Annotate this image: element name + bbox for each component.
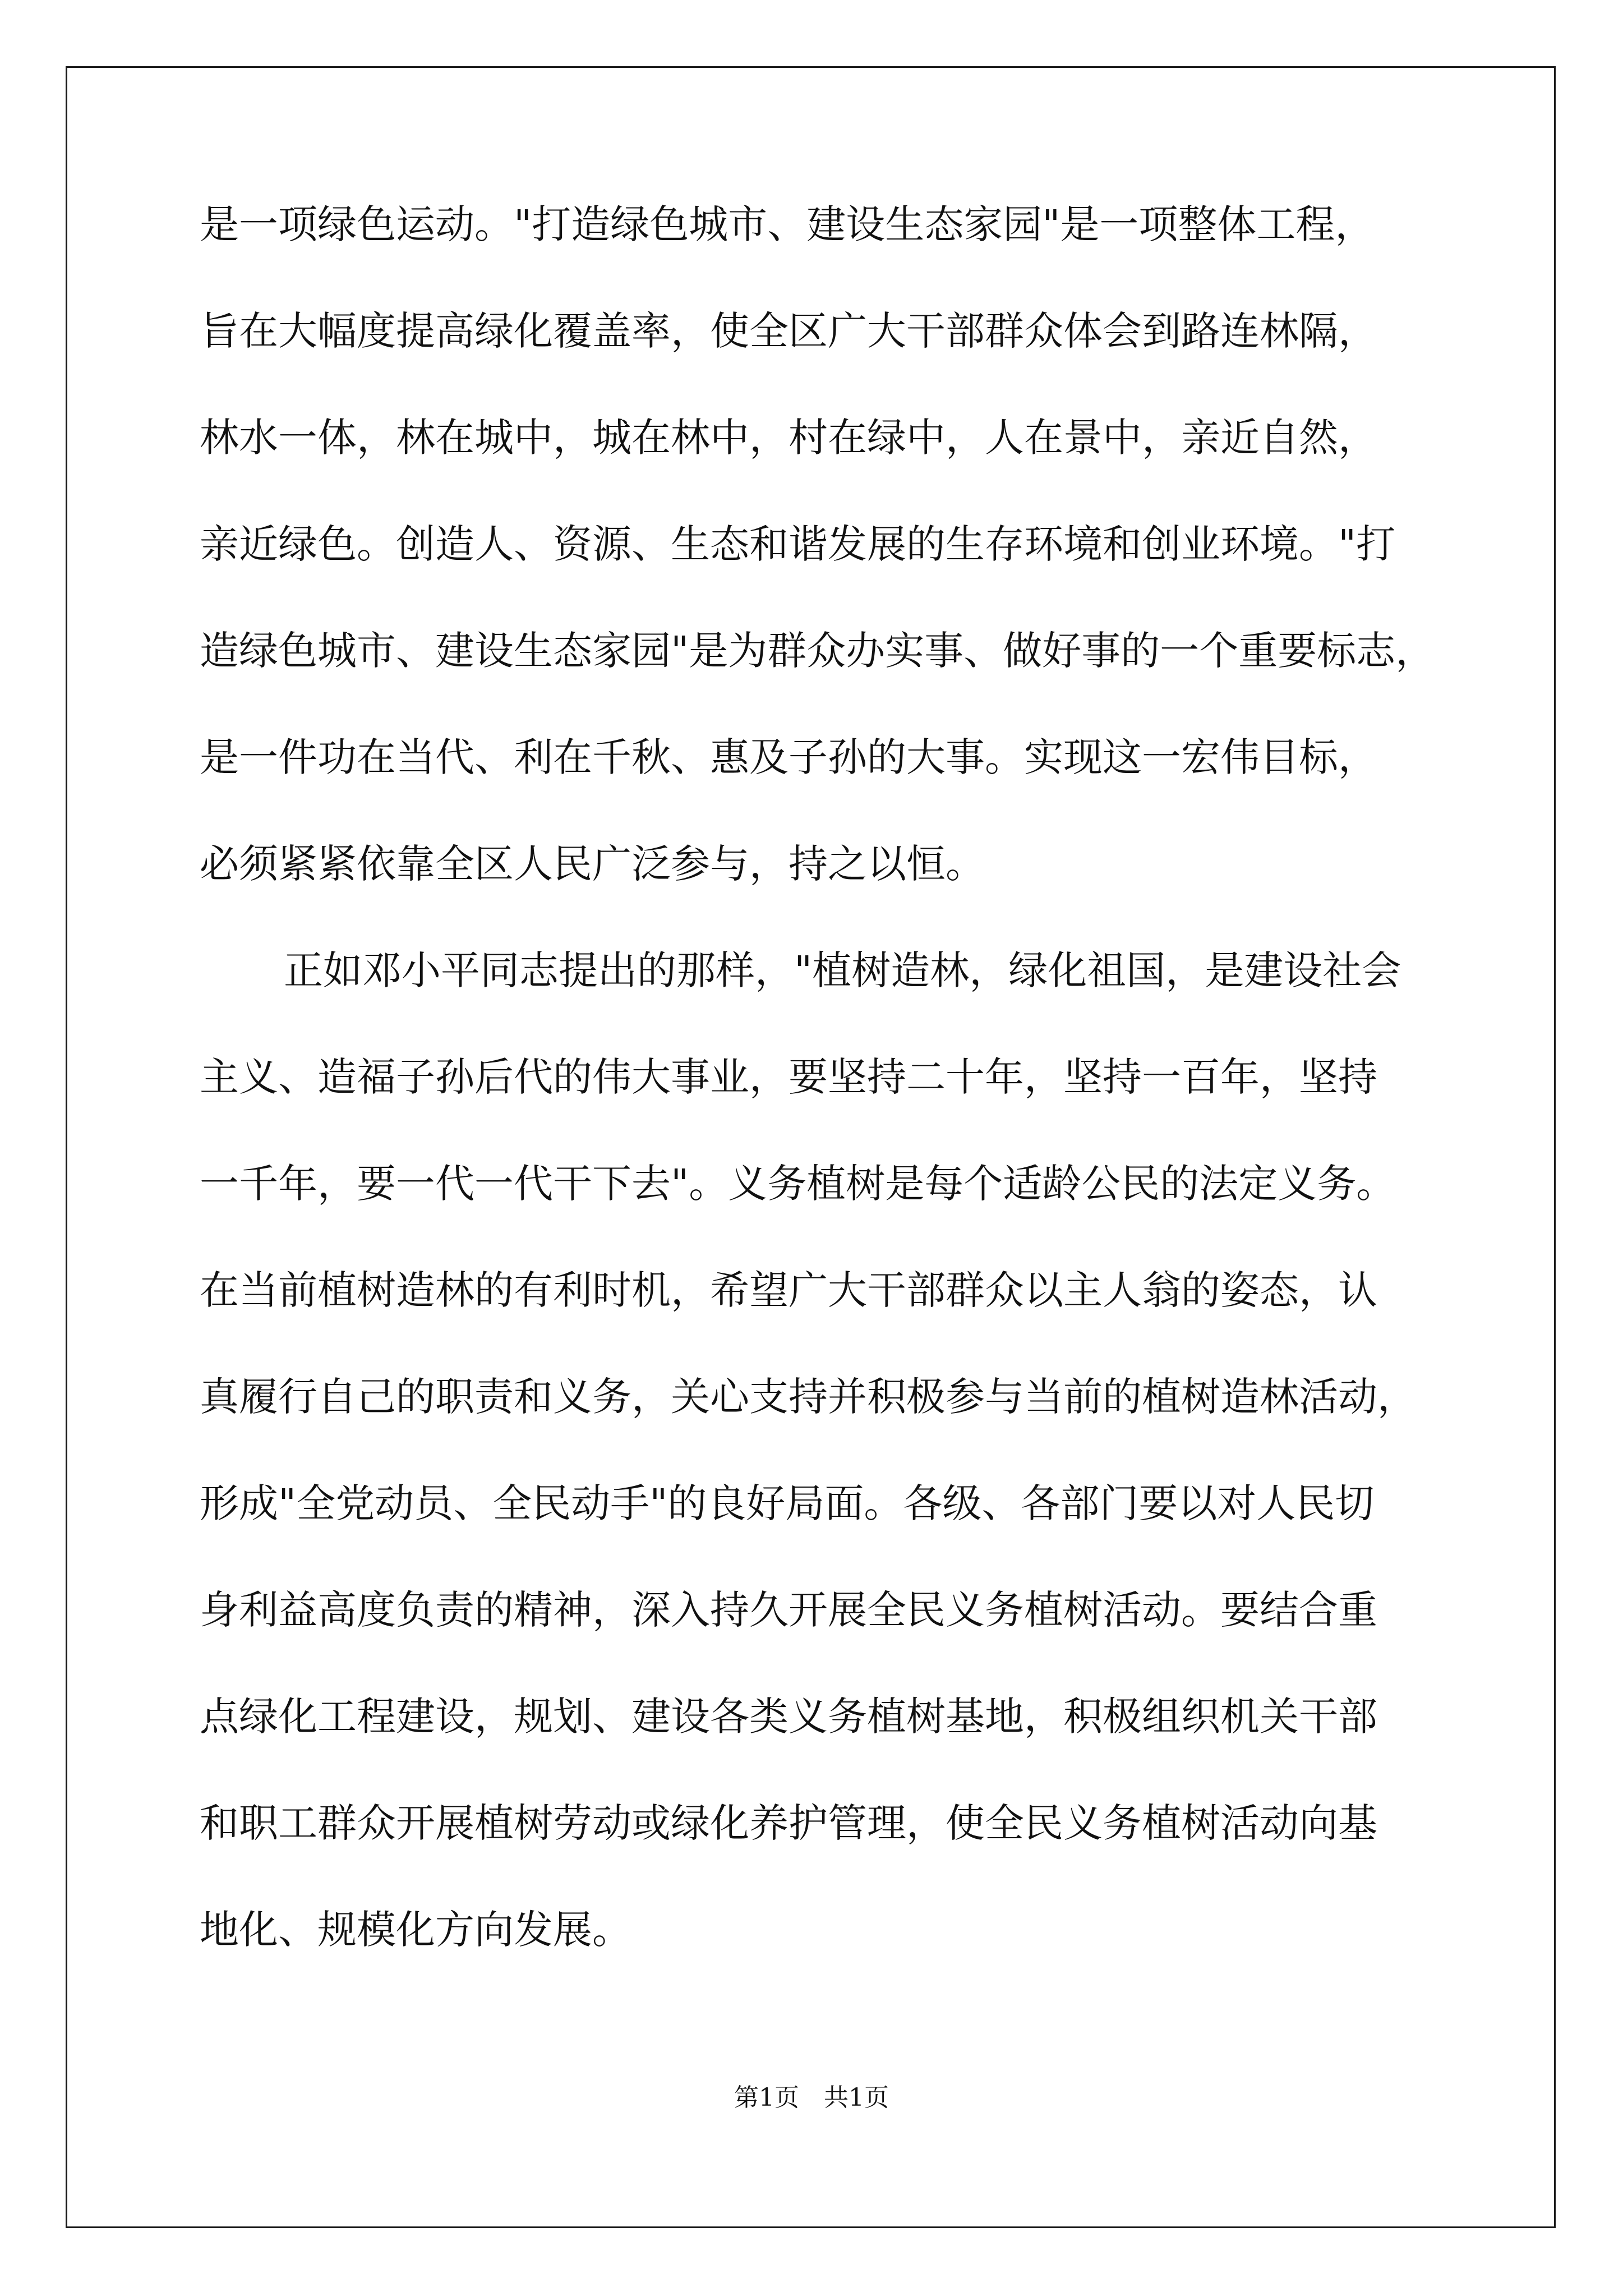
text-line: 必须紧紧依靠全区人民广泛参与，持之以恒。 bbox=[200, 841, 985, 887]
text-line: 在当前植树造林的有利时机，希望广大干部群众以主人翁的姿态，认 bbox=[200, 1267, 1377, 1313]
text-line: 点绿化工程建设，规划、建设各类义务植树基地，积极组织机关干部 bbox=[200, 1694, 1377, 1740]
text-line: 是一项绿色运动。"打造绿色城市、建设生态家园"是一项整体工程， bbox=[200, 201, 1375, 247]
text-line: 真履行自己的职责和义务，关心支持并积极参与当前的植树造林活动， bbox=[200, 1374, 1417, 1420]
text-line: 林水一体，林在城中，城在林中，村在绿中，人在景中，亲近自然， bbox=[200, 415, 1377, 461]
text-line: 亲近绿色。创造人、资源、生态和谐发展的生存环境和创业环境。"打 bbox=[200, 521, 1396, 567]
page-number: 第1页 共1页 bbox=[734, 2083, 889, 2112]
text-line: 是一件功在当代、利在千秋、惠及子孙的大事。实现这一宏伟目标， bbox=[200, 734, 1377, 780]
text-line: 地化、规模化方向发展。 bbox=[200, 1907, 631, 1953]
text-line: 一千年，要一代一代干下去"。义务植树是每个适龄公民的法定义务。 bbox=[200, 1161, 1396, 1207]
text-line: 旨在大幅度提高绿化覆盖率，使全区广大干部群众体会到路连林隔， bbox=[200, 308, 1377, 354]
text-line: 身利益高度负责的精神，深入持久开展全民义务植树活动。要结合重 bbox=[200, 1587, 1377, 1633]
text-line: 形成"全党动员、全民动手"的良好局面。各级、各部门要以对人民切 bbox=[200, 1480, 1375, 1526]
paragraph-first-line: 正如邓小平同志提出的那样，"植树造林，绿化祖国，是建设社会 bbox=[284, 947, 1401, 993]
text-line: 造绿色城市、建设生态家园"是为群众办实事、做好事的一个重要标志， bbox=[200, 628, 1435, 674]
page-footer bbox=[0, 2081, 1623, 2115]
text-line: 和职工群众开展植树劳动或绿化养护管理，使全民义务植树活动向基 bbox=[200, 1800, 1377, 1846]
text-line: 主义、造福子孙后代的伟大事业，要坚持二十年，坚持一百年，坚持 bbox=[200, 1054, 1377, 1100]
